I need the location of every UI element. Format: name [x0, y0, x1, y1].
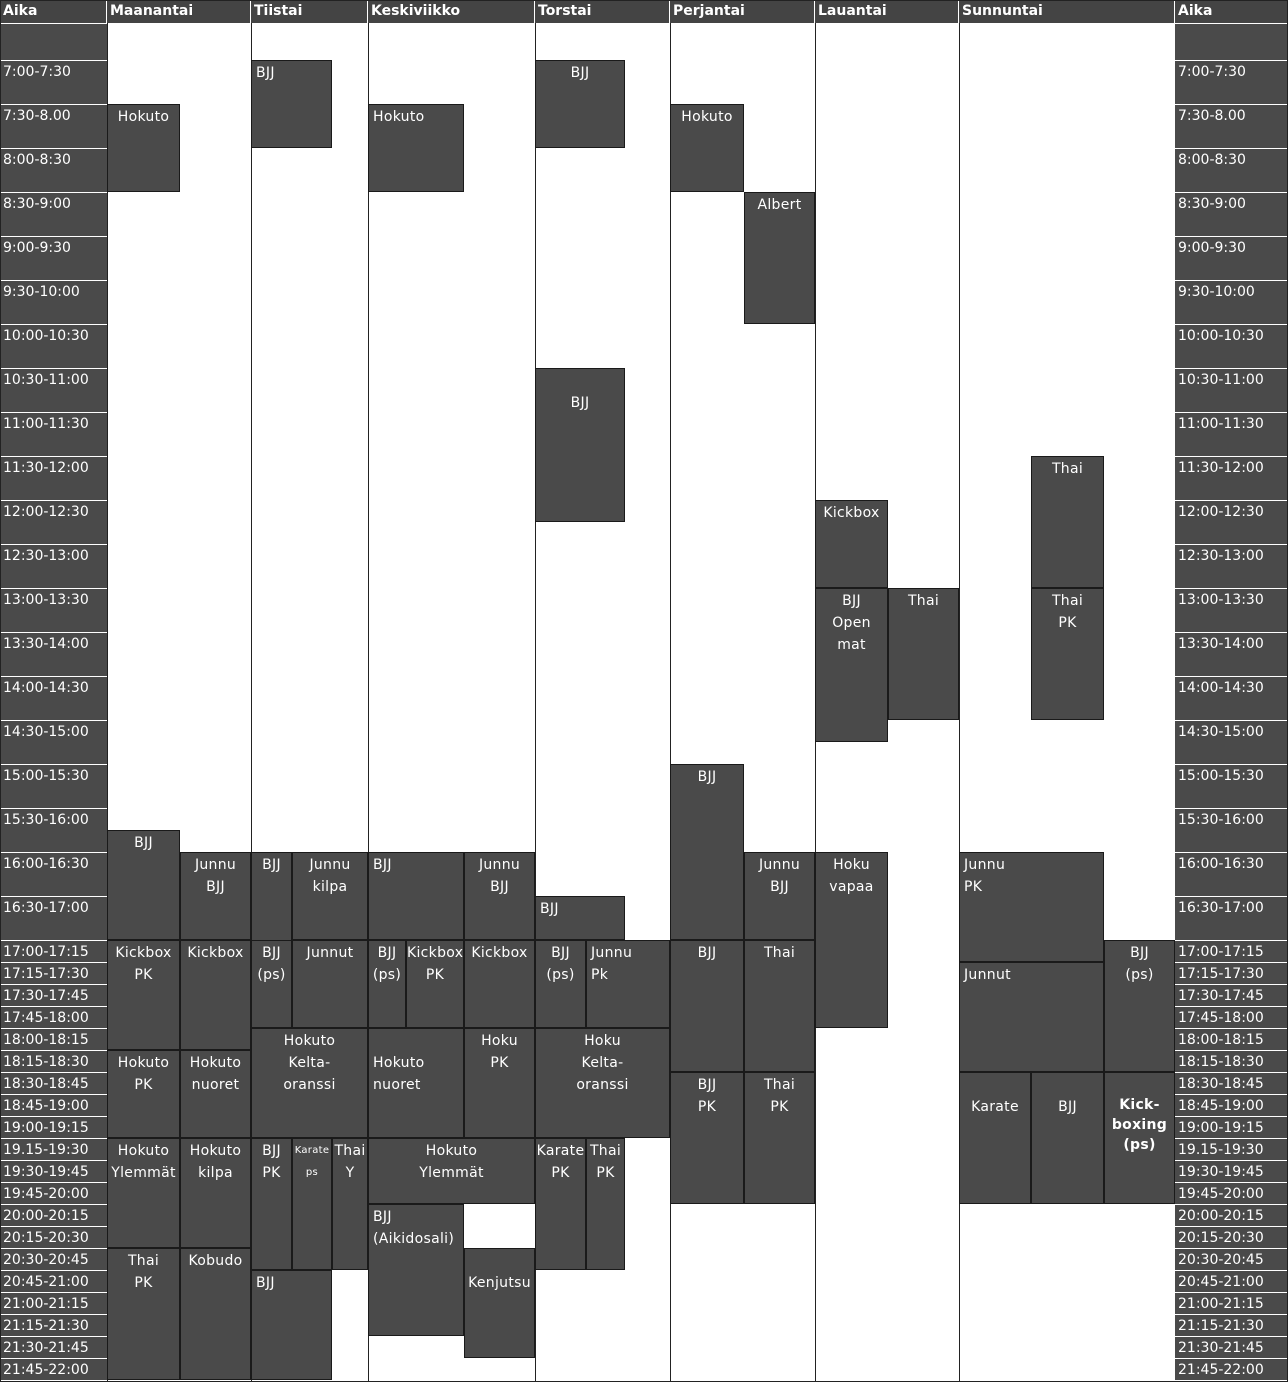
class-block[interactable]: Hokuto PK: [107, 1050, 180, 1138]
time-label-left: 21:00-21:15: [0, 1292, 107, 1314]
column-header: Tiistai: [251, 0, 368, 23]
time-label-right: 11:30-12:00: [1175, 456, 1288, 500]
time-label-right: 20:45-21:00: [1175, 1270, 1288, 1292]
class-block[interactable]: Kobudo: [180, 1248, 251, 1380]
time-label-right: 11:00-11:30: [1175, 412, 1288, 456]
class-block[interactable]: Kick- boxing (ps): [1104, 1072, 1175, 1204]
time-label-right: 16:30-17:00: [1175, 896, 1288, 940]
class-block[interactable]: Thai PK: [107, 1248, 180, 1380]
time-label-left: 14:30-15:00: [0, 720, 107, 764]
class-block[interactable]: BJJ: [251, 852, 292, 1028]
class-block[interactable]: Junnut: [959, 962, 1104, 1072]
class-block[interactable]: Thai Y: [332, 1138, 368, 1270]
time-label-left: 13:00-13:30: [0, 588, 107, 632]
time-label-left: 18:15-18:30: [0, 1050, 107, 1072]
class-block[interactable]: Hokuto: [670, 104, 744, 192]
time-label-left: 17:30-17:45: [0, 984, 107, 1006]
time-label-right: 16:00-16:30: [1175, 852, 1288, 896]
class-block[interactable]: Junnu BJJ: [464, 852, 535, 940]
class-block[interactable]: BJJ PK: [251, 1138, 292, 1270]
column-header: Sunnuntai: [959, 0, 1175, 23]
column-header: Perjantai: [670, 0, 815, 23]
time-label-right: 8:30-9:00: [1175, 192, 1288, 236]
time-label-right: 21:15-21:30: [1175, 1314, 1288, 1336]
time-label-left: 17:00-17:15: [0, 940, 107, 962]
time-label-right: 21:00-21:15: [1175, 1292, 1288, 1314]
time-label-right: 20:00-20:15: [1175, 1204, 1288, 1226]
time-label-right: 18:15-18:30: [1175, 1050, 1288, 1072]
time-label-left: 7:00-7:30: [0, 60, 107, 104]
time-label-right: 14:30-15:00: [1175, 720, 1288, 764]
time-label-right: 20:15-20:30: [1175, 1226, 1288, 1248]
time-label-right: 19.15-19:30: [1175, 1138, 1288, 1160]
class-block[interactable]: Hokuto: [107, 104, 180, 192]
time-label-right: 17:00-17:15: [1175, 940, 1288, 962]
time-label-left: 17:45-18:00: [0, 1006, 107, 1028]
time-label-left: 18:45-19:00: [0, 1094, 107, 1116]
class-block[interactable]: Junnu kilpa: [292, 852, 368, 940]
class-block[interactable]: BJJ (ps): [535, 940, 586, 1028]
class-block[interactable]: Karate: [959, 1072, 1031, 1204]
time-label-right: 17:15-17:30: [1175, 962, 1288, 984]
class-block[interactable]: BJJ: [1031, 1072, 1104, 1204]
time-label-left: 8:00-8:30: [0, 148, 107, 192]
time-label-right: 7:00-7:30: [1175, 60, 1288, 104]
time-label-right: 19:45-20:00: [1175, 1182, 1288, 1204]
class-block[interactable]: Junnu Pk: [586, 940, 670, 1028]
time-label-left: 13:30-14:00: [0, 632, 107, 676]
class-block[interactable]: Kenjutsu: [464, 1248, 535, 1358]
time-label-left: 20:15-20:30: [0, 1226, 107, 1248]
time-label-left: 16:00-16:30: [0, 852, 107, 896]
time-label-right: 8:00-8:30: [1175, 148, 1288, 192]
class-block[interactable]: BJJ: [670, 764, 744, 940]
time-label-left: 8:30-9:00: [0, 192, 107, 236]
time-label-right: 15:00-15:30: [1175, 764, 1288, 808]
time-label-left: 19.15-19:30: [0, 1138, 107, 1160]
class-block[interactable]: Hokuto Ylemmät: [107, 1138, 180, 1248]
time-label-left: 20:00-20:15: [0, 1204, 107, 1226]
class-block[interactable]: BJJ (ps): [368, 940, 406, 1028]
time-label-left: 19:00-19:15: [0, 1116, 107, 1138]
class-block[interactable]: Kickbox: [464, 940, 535, 1028]
time-label-left: 19:30-19:45: [0, 1160, 107, 1182]
class-block[interactable]: Thai PK: [1031, 588, 1104, 720]
class-block[interactable]: BJJ (ps): [1104, 940, 1175, 1072]
class-block[interactable]: Junnu PK: [959, 852, 1104, 962]
class-block[interactable]: Karate ps: [292, 1138, 332, 1270]
class-block[interactable]: Thai PK: [744, 1072, 815, 1204]
class-block[interactable]: Kickbox: [815, 500, 888, 588]
class-block[interactable]: Kickbox PK: [107, 940, 180, 1050]
class-block[interactable]: BJJ: [251, 1270, 332, 1380]
class-block[interactable]: Hoku PK: [464, 1028, 535, 1138]
time-label-right: 7:30-8.00: [1175, 104, 1288, 148]
time-label-left: 17:15-17:30: [0, 962, 107, 984]
class-block[interactable]: Kickbox PK: [406, 940, 464, 1028]
time-label-left: 9:30-10:00: [0, 280, 107, 324]
class-block[interactable]: Hokuto: [368, 104, 464, 192]
class-block[interactable]: Thai: [888, 588, 959, 720]
time-label-right: 9:30-10:00: [1175, 280, 1288, 324]
time-label-left: 7:30-8.00: [0, 104, 107, 148]
time-label-left: 10:00-10:30: [0, 324, 107, 368]
time-label-left: 12:00-12:30: [0, 500, 107, 544]
time-label-right: 9:00-9:30: [1175, 236, 1288, 280]
time-label-left: 21:15-21:30: [0, 1314, 107, 1336]
time-label-left: 11:30-12:00: [0, 456, 107, 500]
time-label-left: 11:00-11:30: [0, 412, 107, 456]
time-label-right: 17:45-18:00: [1175, 1006, 1288, 1028]
column-header: Aika: [1175, 0, 1288, 23]
time-label-left: 18:00-18:15: [0, 1028, 107, 1050]
class-block[interactable]: Thai: [1031, 456, 1104, 588]
class-block[interactable]: BJJ (Aikidosali): [368, 1204, 464, 1336]
column-header: Keskiviikko: [368, 0, 535, 23]
time-label-left: 15:00-15:30: [0, 764, 107, 808]
class-block[interactable]: BJJ PK: [670, 1072, 744, 1204]
class-block[interactable]: Hoku Kelta- oranssi: [535, 1028, 670, 1138]
class-block[interactable]: Hokuto Kelta- oranssi: [251, 1028, 368, 1138]
time-label-right: 15:30-16:00: [1175, 808, 1288, 852]
time-label-right: 17:30-17:45: [1175, 984, 1288, 1006]
time-label-right: 12:30-13:00: [1175, 544, 1288, 588]
time-label-left: 10:30-11:00: [0, 368, 107, 412]
time-label-right: 18:30-18:45: [1175, 1072, 1288, 1094]
time-label-right: 13:00-13:30: [1175, 588, 1288, 632]
time-label-left: 21:45-22:00: [0, 1358, 107, 1380]
time-label-left: 9:00-9:30: [0, 236, 107, 280]
class-block[interactable]: BJJ: [535, 896, 625, 940]
class-block[interactable]: Junnu BJJ: [744, 852, 815, 940]
time-label-left: 19:45-20:00: [0, 1182, 107, 1204]
time-label-right: 18:45-19:00: [1175, 1094, 1288, 1116]
class-block[interactable]: Junnu BJJ: [180, 852, 251, 940]
class-block[interactable]: Hokuto kilpa: [180, 1138, 251, 1248]
class-block[interactable]: BJJ Open mat: [815, 588, 888, 742]
class-block[interactable]: Hoku vapaa: [815, 852, 888, 1028]
time-label-right: 13:30-14:00: [1175, 632, 1288, 676]
class-block[interactable]: Thai: [744, 940, 815, 1072]
column-header: Torstai: [535, 0, 670, 23]
class-block[interactable]: Hokuto Ylemmät: [368, 1138, 535, 1204]
class-block[interactable]: BJJ (ps): [251, 940, 292, 1028]
class-block[interactable]: BJJ: [368, 852, 464, 940]
class-block[interactable]: BJJ: [251, 60, 332, 148]
column-header: Maanantai: [107, 0, 251, 23]
class-block[interactable]: Hokuto nuoret: [180, 1050, 251, 1138]
class-block[interactable]: BJJ: [535, 368, 625, 522]
class-block[interactable]: Hokuto nuoret: [368, 1028, 464, 1138]
class-block[interactable]: BJJ: [535, 60, 625, 148]
class-block[interactable]: Albert: [744, 192, 815, 324]
time-label-left: 12:30-13:00: [0, 544, 107, 588]
time-label-left: 20:45-21:00: [0, 1270, 107, 1292]
class-block[interactable]: Thai PK: [586, 1138, 625, 1270]
time-label-left: 15:30-16:00: [0, 808, 107, 852]
time-label-right: 10:30-11:00: [1175, 368, 1288, 412]
class-block[interactable]: Karate PK: [535, 1138, 586, 1270]
column-header: Lauantai: [815, 0, 959, 23]
class-block[interactable]: Kickbox: [180, 940, 251, 1050]
class-block[interactable]: Junnut: [292, 940, 368, 1028]
time-label-right: 18:00-18:15: [1175, 1028, 1288, 1050]
time-label-right: 19:30-19:45: [1175, 1160, 1288, 1182]
time-label-left: 21:30-21:45: [0, 1336, 107, 1358]
column-header: Aika: [0, 0, 107, 23]
time-label-left: 20:30-20:45: [0, 1248, 107, 1270]
time-label-right: 21:30-21:45: [1175, 1336, 1288, 1358]
time-label-right: 12:00-12:30: [1175, 500, 1288, 544]
class-block[interactable]: BJJ: [107, 830, 180, 940]
time-label-left: 18:30-18:45: [0, 1072, 107, 1094]
time-label-right: 19:00-19:15: [1175, 1116, 1288, 1138]
time-label-left: 14:00-14:30: [0, 676, 107, 720]
time-label-right: 20:30-20:45: [1175, 1248, 1288, 1270]
time-label-left: [0, 23, 107, 60]
time-label-right: 10:00-10:30: [1175, 324, 1288, 368]
time-label-left: 16:30-17:00: [0, 896, 107, 940]
class-block[interactable]: BJJ: [670, 940, 744, 1072]
time-label-right: [1175, 23, 1288, 60]
time-label-right: 21:45-22:00: [1175, 1358, 1288, 1380]
time-label-right: 14:00-14:30: [1175, 676, 1288, 720]
